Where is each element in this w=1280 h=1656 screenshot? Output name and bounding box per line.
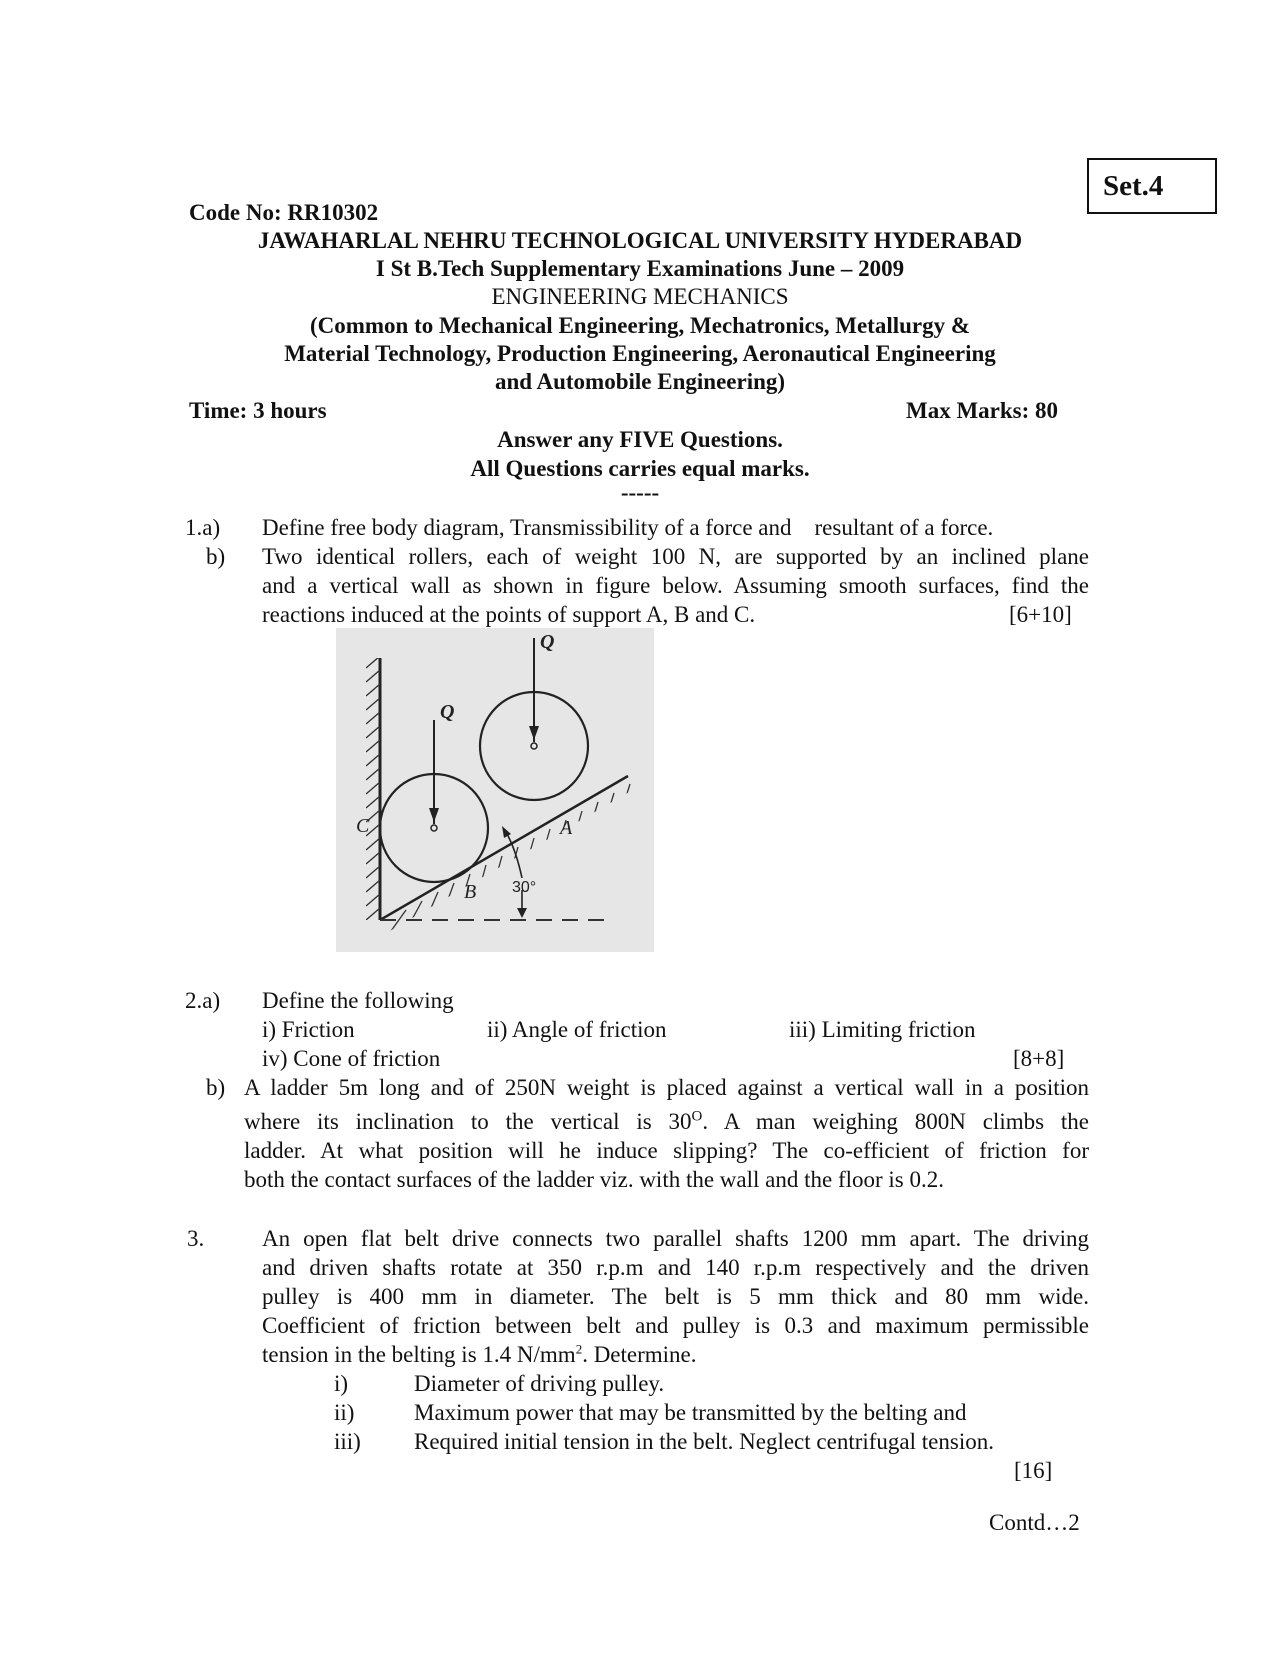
q2a-item-3: iii) Limiting friction (789, 1017, 976, 1042)
label-c: C (356, 815, 370, 837)
q3-sub2-text: Maximum power that may be transmitted by the belting and (414, 1400, 967, 1425)
q3-superscript: 2 (575, 1341, 583, 1357)
q3-marks: [16] (1014, 1458, 1053, 1483)
subject-title: ENGINEERING MECHANICS (491, 284, 789, 309)
weight-arrowhead-right (529, 726, 539, 740)
q2a-text: Define the following (262, 988, 454, 1013)
rollers-diagram (336, 628, 654, 952)
q3-line-2: and driven shafts rotate at 350 r.p.m and 140 r.p.m respectively and the driven (262, 1255, 1089, 1280)
center-left (431, 825, 437, 831)
weight-arrowhead-left (429, 808, 439, 822)
q2b-line-2-post: . A man weighing 800N climbs the (702, 1109, 1090, 1134)
q3-sub1-label: i) (334, 1371, 349, 1396)
angle-arrowhead-down (517, 908, 527, 918)
label-q-right: Q (540, 631, 555, 653)
wall-hatching (366, 656, 380, 934)
degree-symbol: O (691, 1108, 703, 1125)
q2b-label: b) (206, 1075, 226, 1100)
q1b-line-3: reactions induced at the points of support A, B and C. (262, 602, 756, 627)
q3-line-4: Coefficient of friction between belt and pulley is 0.3 and maximum permissible (262, 1313, 1089, 1338)
q3-line-1: An open flat belt drive connects two parallel shafts 1200 mm apart. The driving (262, 1226, 1089, 1251)
q2b-line-3: ladder. At what position will he induce slipping? The co-efficient of friction for (244, 1138, 1089, 1163)
q1b-label: b) (206, 544, 226, 569)
q3-sub3-label: iii) (334, 1429, 361, 1454)
q2-marks: [8+8] (1013, 1046, 1065, 1071)
university-name: JAWAHARLAL NEHRU TECHNOLOGICAL UNIVERSITY HYDERABAD (257, 228, 1023, 253)
q3-sub2-label: ii) (334, 1400, 355, 1425)
q2a-item-2: ii) Angle of friction (487, 1017, 667, 1042)
q3-line-5-post: . Determine. (582, 1342, 697, 1367)
common-line-2: Material Technology, Production Engineering, Aeronautical Engineering (284, 341, 996, 366)
label-b: B (464, 881, 477, 903)
set-label: Set.4 (1087, 158, 1217, 214)
common-line-3: and Automobile Engineering) (494, 369, 786, 394)
q2b-line-2 (244, 1109, 1089, 1135)
exam-time: Time: 3 hours (189, 398, 327, 423)
q2a-label: 2.a) (185, 988, 221, 1013)
q1b-line-1: Two identical rollers, each of weight 100 N, are supported by an inclined plane (262, 544, 1089, 569)
separator: ----- (620, 480, 660, 505)
max-marks: Max Marks: 80 (906, 398, 1059, 423)
q3-line-5 (262, 1342, 697, 1368)
q3-line-5-pre: tension in the belting is 1.4 N/mm (262, 1342, 576, 1367)
q2b-line-4: both the contact surfaces of the ladder viz. with the wall and the floor is 0.2. (244, 1167, 945, 1192)
label-q-left: Q (440, 701, 455, 723)
q3-sub1-text: Diameter of driving pulley. (414, 1371, 665, 1396)
q3-label: 3. (187, 1226, 205, 1251)
continued-note: Contd…2 (989, 1510, 1080, 1535)
q2a-item-4: iv) Cone of friction (262, 1046, 441, 1071)
q1-marks: [6+10] (1009, 602, 1072, 627)
rollers-figure (336, 628, 654, 952)
instruction-1: Answer any FIVE Questions. (497, 427, 783, 452)
q2b-line-2-pre: where its inclination to the vertical is 30 (244, 1109, 692, 1134)
label-a: A (560, 817, 573, 839)
common-line-1: (Common to Mechanical Engineering, Mechatronics, Metallurgy & (309, 313, 971, 338)
angle-label: 30° (512, 879, 537, 896)
q2a-item-1: i) Friction (262, 1017, 355, 1042)
center-right (531, 743, 537, 749)
instruction-2: All Questions carries equal marks. (470, 456, 810, 481)
q1b-line-2: and a vertical wall as shown in figure below. Assuming smooth surfaces, find the (262, 573, 1089, 598)
q1a-label: 1.a) (185, 515, 221, 540)
exam-title: I St B.Tech Supplementary Examinations June – 2009 (375, 256, 905, 281)
q2b-line-1: A ladder 5m long and of 250N weight is placed against a vertical wall in a position (244, 1075, 1089, 1100)
q3-line-3: pulley is 400 mm in diameter. The belt is 5 mm thick and 80 mm wide. (262, 1284, 1089, 1309)
angle-arrowhead-up (502, 826, 511, 838)
inclined-plane (380, 776, 628, 920)
q1a-text: Define free body diagram, Transmissibility of a force and resultant of a force. (262, 515, 994, 540)
code-number: Code No: RR10302 (189, 200, 379, 225)
q3-sub3-text: Required initial tension in the belt. Neglect centrifugal tension. (414, 1429, 994, 1454)
